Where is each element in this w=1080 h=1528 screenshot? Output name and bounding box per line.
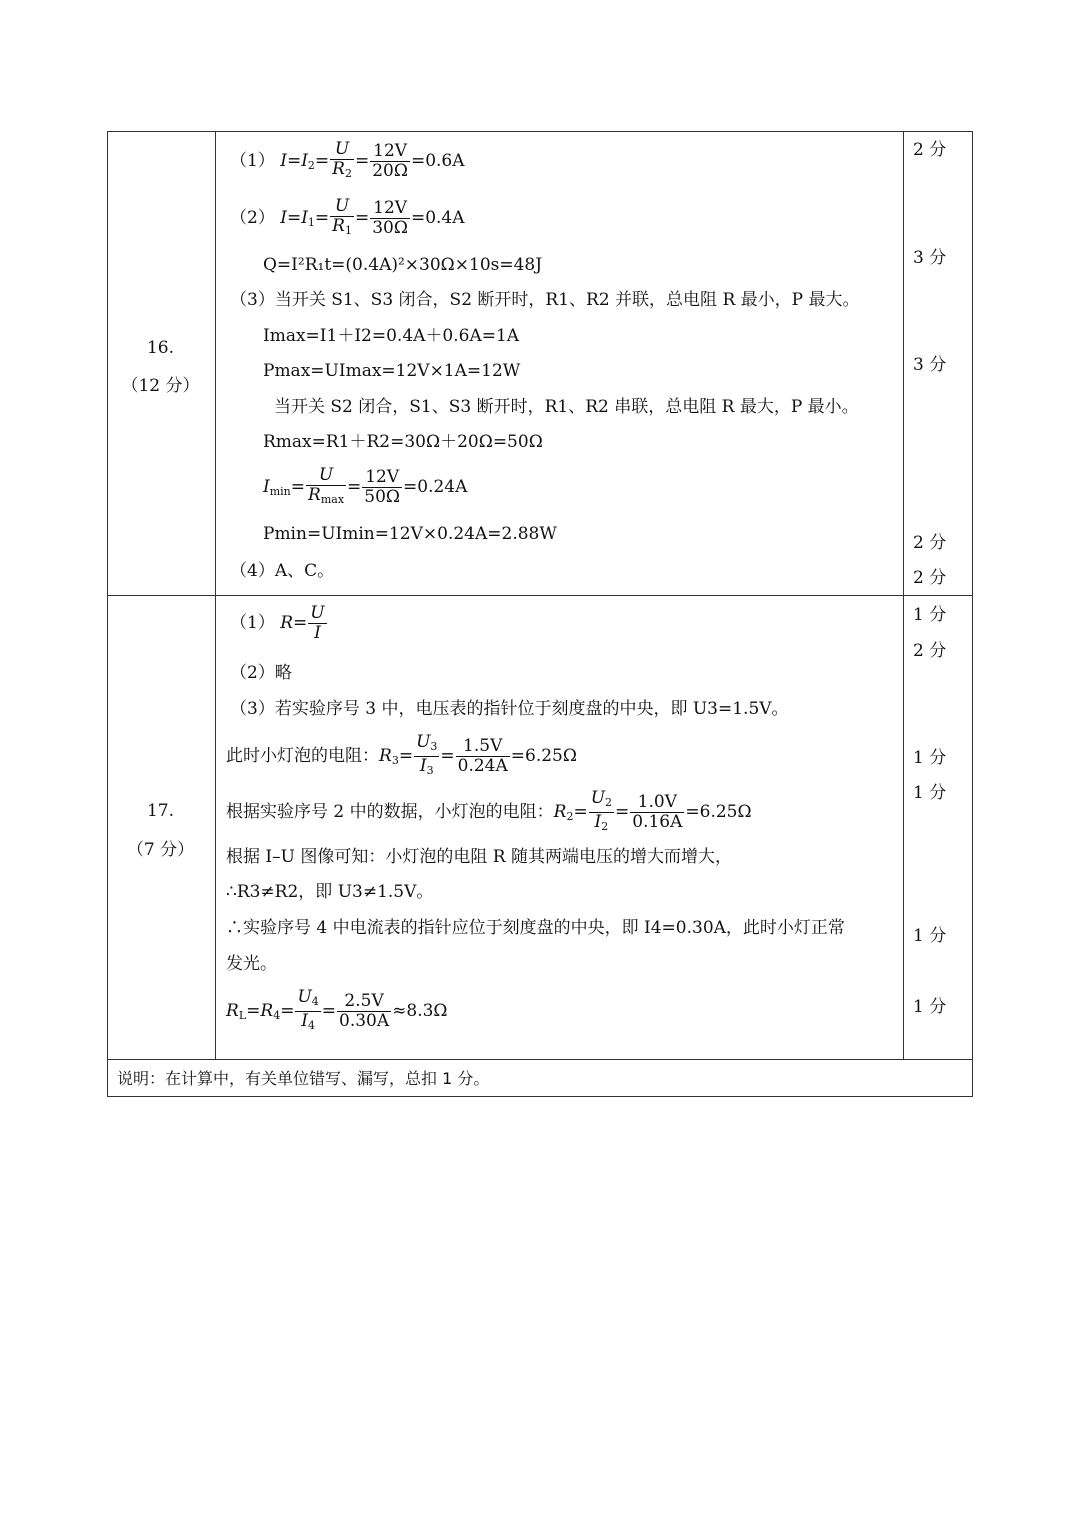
- line-prefix: 此时小灯泡的电阻：: [226, 746, 379, 766]
- fraction: $\frac{U}{I}$: [310, 603, 325, 643]
- q17-rl: $R_L=R_4=$ $\frac{U_4}{I_4}$ = $\frac{2.5V}{0.30A}$ ≈8.3Ω: [226, 988, 448, 1035]
- fraction: $\frac{U}{R_2}$: [332, 139, 352, 180]
- score: 2 分: [913, 140, 947, 160]
- question-number: 16.: [146, 338, 175, 358]
- q16-part3-text: （3）当开关 S1、S3 闭合，S2 断开时，R1、R2 并联，总电阻 R 最小，P 最大。: [230, 290, 860, 310]
- fraction: $\frac{12V}{20\Omega}$: [372, 141, 408, 181]
- score: 3 分: [913, 355, 947, 375]
- score: 3 分: [913, 248, 947, 268]
- question-points: （7 分）: [126, 840, 195, 860]
- q16-imin: $I_{min}=$ $\frac{U}{R_{max}}$ = $\frac{12V}{50\Omega}$ =0.24A: [263, 465, 468, 507]
- score: 2 分: [913, 533, 947, 553]
- q16-part1: （1） $I=I_2=$ $\frac{U}{R_2}$ = $\frac{12V}{20\Omega}$ =0.6A: [230, 139, 465, 181]
- q16-part2: （2） $I=I_1=$ $\frac{U}{R_1}$ = $\frac{12V}{30\Omega}$ =0.4A: [230, 196, 465, 238]
- q17-r2: 根据实验序号 2 中的数据，小灯泡的电阻：$R_2=$ $\frac{U_2}{I_2}$ = $\frac{1.0V}{0.16A}$ =6.25Ω: [226, 789, 752, 836]
- q17-part2: （2）略: [230, 663, 292, 683]
- score: 1 分: [913, 783, 947, 803]
- divider: [107, 1059, 973, 1060]
- q17-iu-graph: 根据 I–U 图像可知：小灯泡的电阻 R 随其两端电压的增大而增大，: [226, 847, 732, 867]
- score: 1 分: [913, 605, 947, 625]
- question-number: 17.: [146, 801, 175, 821]
- q17-therefore2-cont: 发光。: [226, 954, 277, 974]
- q16-pmin: Pmin=UImin=12V×0.24A=2.88W: [263, 524, 557, 544]
- fraction: $\frac{12V}{50\Omega}$: [364, 467, 401, 507]
- part-label: （1）: [230, 613, 275, 633]
- question-points: （12 分）: [121, 376, 200, 396]
- part-label: （1）: [230, 151, 275, 171]
- q17-part3: （3）若实验序号 3 中，电压表的指针位于刻度盘的中央，即 U3=1.5V。: [230, 699, 789, 719]
- q16-heat: Q=I²R₁t=(0.4A)²×30Ω×10s=48J: [263, 255, 543, 275]
- grading-note: 说明：在计算中，有关单位错写、漏写，总扣 1 分。: [117, 1069, 490, 1088]
- fraction: $\frac{12V}{30\Omega}$: [372, 198, 408, 238]
- score: 2 分: [913, 568, 947, 588]
- fraction: $\frac{1.5V}{0.24A}$: [457, 736, 508, 776]
- line-prefix: 根据实验序号 2 中的数据，小灯泡的电阻：: [226, 802, 554, 822]
- q16-part3-text2: 当开关 S2 闭合，S1、S3 断开时，R1、R2 串联，总电阻 R 最大，P 最小。: [274, 397, 859, 417]
- fraction: $\frac{U_2}{I_2}$: [590, 788, 613, 833]
- fraction: $\frac{2.5V}{0.30A}$: [339, 991, 390, 1031]
- q17-r3: 此时小灯泡的电阻：$R_3=$ $\frac{U_3}{I_3}$ = $\frac{1.5V}{0.24A}$ =6.25Ω: [226, 733, 577, 780]
- q16-pmax: Pmax=UImax=12V×1A=12W: [263, 361, 521, 381]
- q17-therefore1: ∴R3≠R2，即 U3≠1.5V。: [226, 882, 434, 902]
- q16-part4: （4）A、C。: [230, 561, 335, 581]
- score: 2 分: [913, 641, 947, 661]
- q17-part1: （1） R= $\frac{U}{I}$: [230, 603, 325, 643]
- q16-rmax: Rmax=R1＋R2=30Ω＋20Ω=50Ω: [263, 432, 543, 452]
- fraction: $\frac{U_4}{I_4}$: [297, 987, 319, 1032]
- divider: [107, 595, 973, 596]
- fraction: $\frac{U_3}{I_3}$: [416, 732, 438, 777]
- score: 1 分: [913, 748, 947, 768]
- fraction: $\frac{U}{R_1}$: [332, 196, 352, 237]
- part-label: （2）: [230, 208, 275, 228]
- fraction: $\frac{1.0V}{0.16A}$: [632, 792, 683, 832]
- q16-imax: Imax=I1＋I2=0.4A＋0.6A=1A: [263, 326, 520, 346]
- q17-therefore2: ∴实验序号 4 中电流表的指针应位于刻度盘的中央，即 I4=0.30A，此时小灯正常: [226, 918, 845, 938]
- fraction: $\frac{U}{R_{max}}$: [308, 465, 345, 506]
- score: 1 分: [913, 997, 947, 1017]
- score: 1 分: [913, 926, 947, 946]
